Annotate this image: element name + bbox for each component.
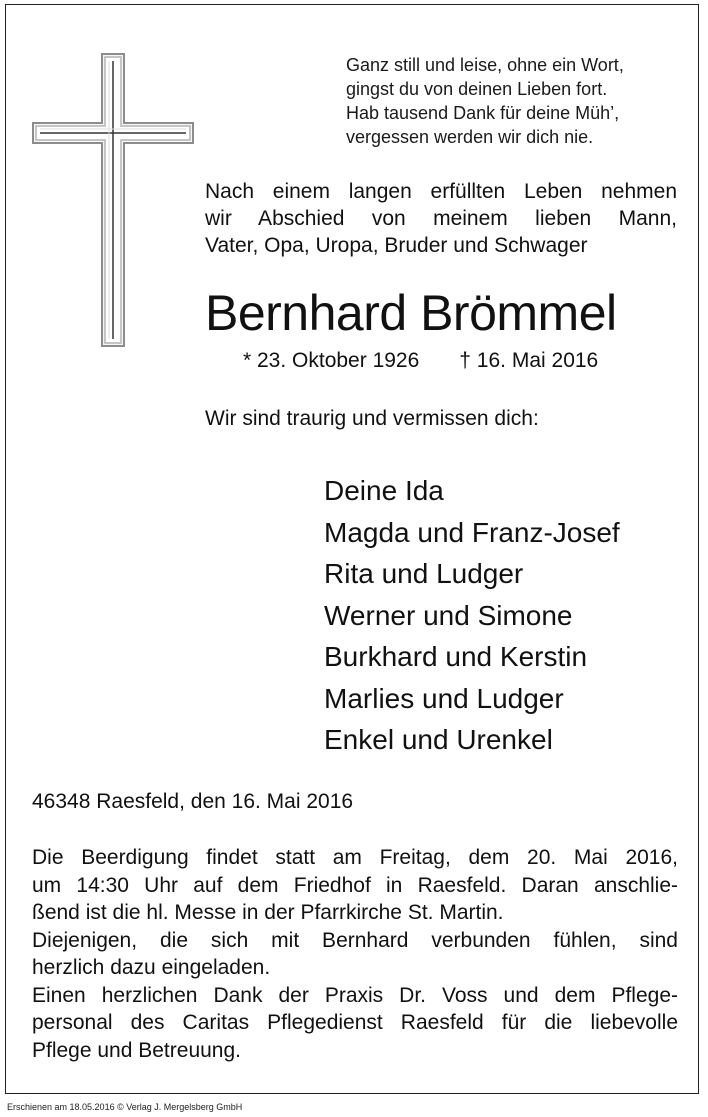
place-date: 46348 Raesfeld, den 16. Mai 2016	[32, 790, 354, 813]
mourner-name: Enkel und Urenkel	[324, 724, 553, 755]
funeral-line: personal des Caritas Pflegedienst Raesfeld für die liebevolle	[32, 1011, 678, 1034]
intro-line: Vater, Opa, Uropa, Bruder und Schwager	[205, 234, 588, 257]
funeral-line: um 14:30 Uhr auf dem Friedhof in Raesfeld. Daran anschlie-	[32, 873, 678, 897]
mourner-name: Marlies und Ludger	[324, 682, 564, 714]
farewell-intro	[205, 178, 677, 259]
funeral-notice	[32, 844, 678, 1064]
funeral-line: Pflege und Betreuung.	[32, 1038, 241, 1062]
intro-line: Nach einem langen erfüllten Leben nehmen	[205, 180, 677, 203]
funeral-line: Die Beerdigung findet statt am Freitag, dem 20. Mai 2016,	[32, 846, 678, 869]
memorial-poem	[346, 53, 686, 149]
funeral-line: ßend ist die hl. Messe in der Pfarrkirche St. Martin.	[32, 901, 504, 924]
poem-line: vergessen werden wir dich nie.	[346, 127, 594, 147]
poem-line: Hab tausend Dank für deine Müh’,	[346, 103, 620, 123]
intro-line: wir Abschied von meinem lieben Mann,	[205, 207, 677, 230]
cross-icon	[32, 53, 194, 347]
funeral-line: Diejenigen, die sich mit Bernhard verbunden fühlen, sind	[32, 928, 678, 952]
deceased-name: Bernhard Brömmel	[205, 285, 617, 341]
funeral-line: herzlich dazu eingeladen.	[32, 956, 271, 979]
mourner-name: Burkhard und Kerstin	[324, 641, 588, 672]
poem-line: Ganz still und leise, ohne ein Wort,	[346, 55, 624, 75]
life-dates	[243, 348, 598, 374]
funeral-line: Einen herzlichen Dank der Praxis Dr. Voss und dem Pflege-	[32, 983, 678, 1007]
poem-line: gingst du von deinen Lieben fort.	[346, 79, 608, 99]
mourners-list	[324, 470, 620, 761]
mourner-name: Werner und Simone	[324, 599, 573, 631]
mourner-name: Deine Ida	[324, 475, 444, 506]
publication-credit: Erschienen am 18.05.2016 © Verlag J. Mergelsberg GmbH	[7, 1102, 243, 1112]
mourner-name: Rita und Ludger	[324, 558, 524, 589]
mourner-name: Magda und Franz-Josef	[324, 516, 620, 548]
birth-date: * 23. Oktober 1926	[243, 349, 420, 372]
mourning-line: Wir sind traurig und vermissen dich:	[205, 407, 539, 430]
death-date: † 16. Mai 2016	[459, 349, 599, 372]
